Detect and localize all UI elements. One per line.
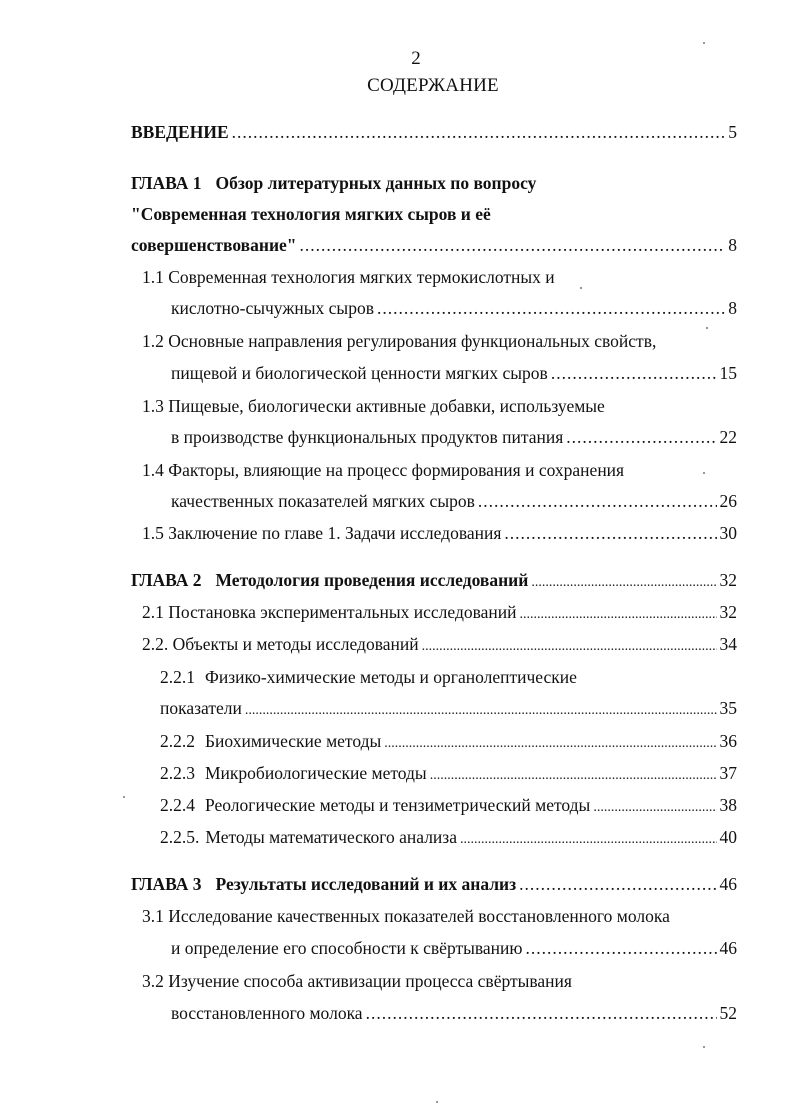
toc-page: 34 (719, 634, 737, 654)
toc-chapter-1-title-end[interactable]: совершенствование" ..... 8 (131, 235, 737, 259)
toc-section-1-2[interactable]: 1.2 Основные направления регулирования функциональных свойств, (142, 331, 657, 351)
toc-entry-intro[interactable] (131, 122, 737, 146)
leader-dots (478, 491, 717, 512)
toc-section-3-2-cont[interactable]: восстановленного молока ..... 52 (171, 1003, 737, 1027)
toc-section-3-1[interactable]: 3.1 Исследование качественных показателей восстановленного молока (142, 906, 670, 926)
scan-speck (706, 327, 708, 329)
toc-section-2-1[interactable]: 2.1 Постановка экспериментальных исследований ..... 32 (142, 602, 737, 626)
toc-subsection-2-2-1[interactable]: 2.2.1 Физико-химические методы и органолептические (160, 667, 577, 687)
toc-section-1-3-cont[interactable]: в производстве функциональных продуктов питания ..... 22 (171, 427, 737, 451)
toc-subsection-2-2-5[interactable]: 2.2.5. Методы математического анализа ..... 40 (160, 827, 737, 851)
chapter-label: ГЛАВА 1 (131, 173, 202, 193)
toc-page: 40 (719, 827, 737, 847)
chapter-title: Методология проведения исследований (215, 570, 529, 590)
toc-subsection-2-2-1-cont[interactable]: показатели ..... 35 (160, 698, 737, 722)
toc-page: 15 (719, 363, 737, 383)
toc-section-3-1-cont[interactable]: и определение его способности к свёртыванию ..... 46 (171, 938, 737, 962)
leader-dots (504, 523, 716, 544)
toc-page: 35 (719, 698, 737, 718)
page-number: 2 (411, 48, 421, 69)
toc-chapter-1-heading[interactable] (131, 173, 536, 197)
toc-page: 8 (728, 298, 737, 318)
toc-page: 32 (719, 570, 737, 590)
toc-page: 37 (719, 763, 737, 783)
leader-dots (593, 800, 716, 816)
toc-intro-label: ВВЕДЕНИЕ (131, 122, 229, 142)
toc-page: 26 (719, 491, 737, 511)
toc-page: 8 (728, 235, 737, 255)
toc-chapter-1-title-line: "Современная технология мягких сыров и её (131, 204, 491, 224)
leader-dots (384, 736, 716, 752)
chapter-label: ГЛАВА 3 (131, 874, 202, 894)
toc-subsection-2-2-2[interactable]: 2.2.2 Биохимические методы ..... 36 (160, 731, 737, 755)
leader-dots (366, 1003, 717, 1024)
toc-page: 5 (728, 122, 737, 142)
chapter-title: Обзор литературных данных по вопросу (215, 173, 537, 193)
scan-speck (436, 1101, 438, 1103)
leader-dots (422, 639, 717, 655)
scan-speck (123, 796, 125, 798)
toc-section-3-2[interactable]: 3.2 Изучение способа активизации процесса свёртывания (142, 971, 572, 991)
leader-dots (377, 298, 725, 319)
leader-dots (551, 363, 717, 384)
toc-page: 32 (719, 602, 737, 622)
toc-page: 52 (719, 1003, 737, 1023)
toc-section-1-5[interactable]: 1.5 Заключение по главе 1. Задачи исследования ..... 30 (142, 523, 737, 547)
toc-section-1-2-cont[interactable]: пищевой и биологической ценности мягких сыров ..... 15 (171, 363, 737, 387)
leader-dots (430, 768, 717, 784)
scan-speck (580, 287, 582, 289)
scan-speck (703, 42, 705, 44)
leader-dots (300, 235, 726, 256)
leader-dots (531, 575, 716, 591)
toc-page: 46 (719, 874, 737, 894)
leader-dots (525, 938, 716, 959)
toc-page: 38 (719, 795, 737, 815)
leader-dots (520, 607, 717, 623)
toc-chapter-3-heading[interactable] (131, 874, 737, 898)
toc-page: 22 (719, 427, 737, 447)
toc-subsection-2-2-3[interactable]: 2.2.3 Микробиологические методы ..... 37 (160, 763, 737, 787)
toc-section-1-1-cont[interactable]: кислотно-сычужных сыров ..... 8 (171, 298, 737, 322)
toc-page: 36 (719, 731, 737, 751)
toc-section-1-3[interactable]: 1.3 Пищевые, биологически активные добавки, используемые (142, 396, 605, 416)
scan-speck (703, 1046, 705, 1048)
toc-section-1-1[interactable]: 1.1 Современная технология мягких термокислотных и (142, 267, 555, 287)
leader-dots (519, 874, 716, 895)
toc-page: 46 (719, 938, 737, 958)
leader-dots (566, 427, 716, 448)
toc-section-1-4[interactable]: 1.4 Факторы, влияющие на процесс формирования и сохранения (142, 460, 625, 480)
leader-dots (460, 832, 717, 848)
toc-page: 30 (719, 523, 737, 543)
leader-dots (232, 122, 726, 143)
scan-speck (703, 472, 705, 474)
page-title: СОДЕРЖАНИЕ (367, 75, 499, 96)
toc-subsection-2-2-4[interactable]: 2.2.4 Реологические методы и тензиметрический методы ..... 38 (160, 795, 737, 819)
chapter-title: Результаты исследований и их анализ (215, 874, 517, 894)
toc-section-2-2[interactable]: 2.2. Объекты и методы исследований ..... 34 (142, 634, 737, 658)
leader-dots (245, 703, 717, 719)
toc-chapter-2-heading[interactable] (131, 570, 737, 594)
toc-section-1-4-cont[interactable]: качественных показателей мягких сыров ..... 26 (171, 491, 737, 515)
chapter-label: ГЛАВА 2 (131, 570, 202, 590)
